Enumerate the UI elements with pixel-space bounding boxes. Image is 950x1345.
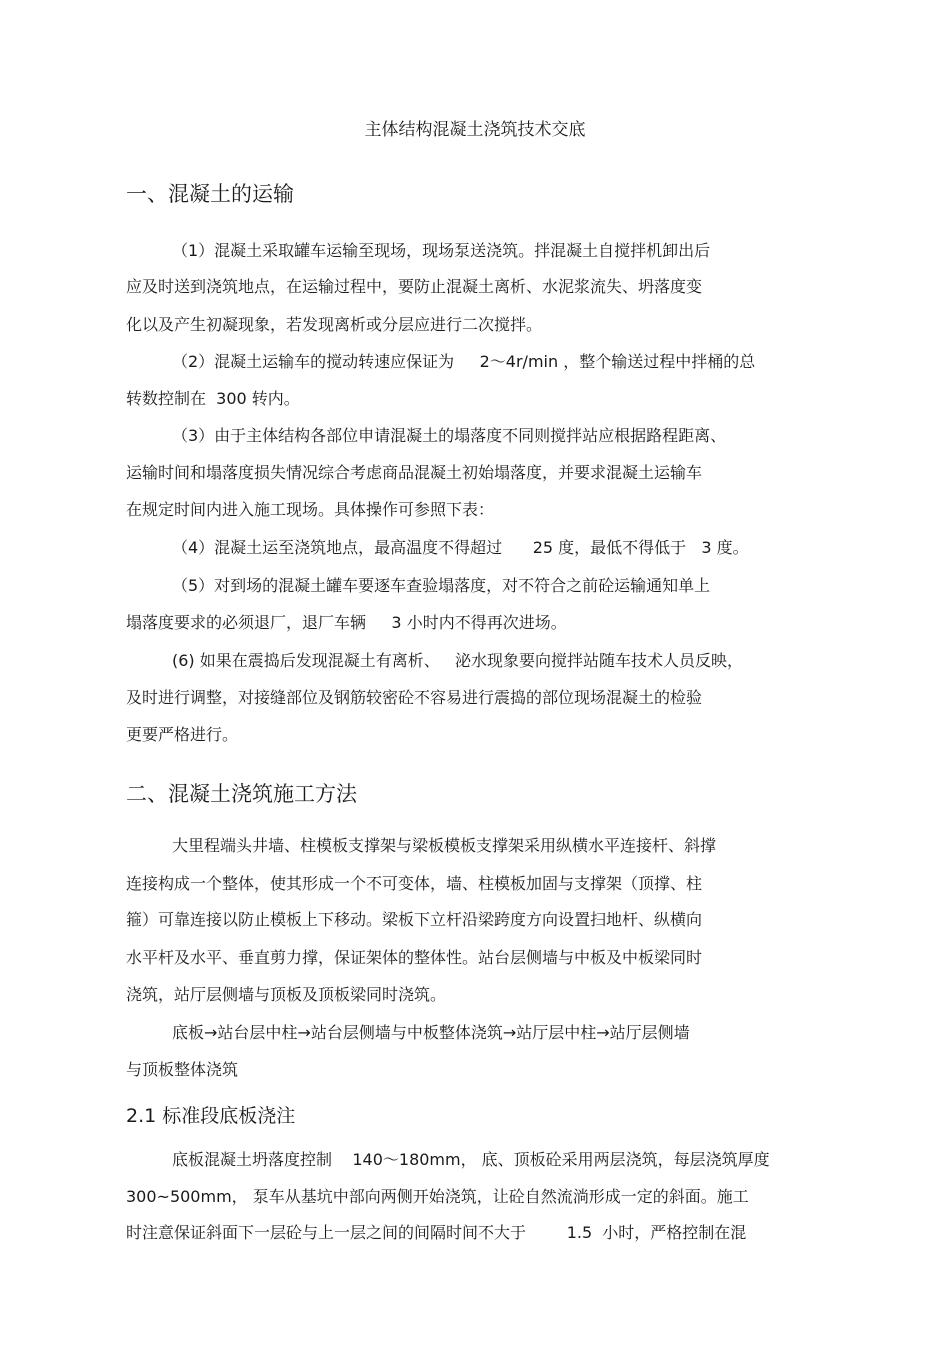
paragraph-line: 塌落度要求的必须退厂，退厂车辆 3 小时内不得再次进场。 bbox=[126, 613, 567, 632]
paragraph-line: （4）混凝土运至浇筑地点，最高温度不得超过 25 度，最低不得低于 3 度。 bbox=[172, 538, 749, 557]
paragraph-line: （1）混凝土采取罐车运输至现场，现场泵送浇筑。拌混凝土自搅拌机卸出后 bbox=[172, 241, 711, 260]
paragraph-line: 时注意保证斜面下一层砼与上一层之间的间隔时间不大于 1.5 小时，严格控制在混 bbox=[126, 1223, 747, 1242]
paragraph-line: 更要严格进行。 bbox=[126, 725, 239, 744]
section-1-heading: 一、混凝土的运输 bbox=[126, 182, 294, 206]
paragraph-line: （3）由于主体结构各部位申请混凝土的塌落度不同则搅拌站应根据路程距离、 bbox=[172, 426, 727, 445]
paragraph-line: 转数控制在 300 转内。 bbox=[126, 389, 300, 408]
paragraph-line: 大里程端头井墙、柱模板支撑架与梁板模板支撑架采用纵横水平连接杆、斜撑 bbox=[172, 836, 717, 855]
paragraph-line: 连接构成一个整体，使其形成一个不可变体，墙、柱模板加固与支撑架（顶撑、柱 bbox=[126, 874, 703, 893]
section-2-1-heading: 2.1 标准段底板浇注 bbox=[126, 1105, 296, 1127]
section-2-heading: 二、混凝土浇筑施工方法 bbox=[126, 782, 357, 806]
paragraph-line: （2）混凝土运输车的搅动转速应保证为 2～4r/min ，整个输送过程中拌桶的总 bbox=[172, 352, 756, 371]
paragraph-line: 应及时送到浇筑地点，在运输过程中，要防止混凝土离析、水泥浆流失、坍落度变 bbox=[126, 277, 703, 296]
paragraph-line: 300~500mm， 泵车从基坑中部向两侧开始浇筑，让砼自然流淌形成一定的斜面。施工 bbox=[126, 1187, 749, 1206]
paragraph-line: (6) 如果在震捣后发现混凝土有离析、 泌水现象要向搅拌站随车技术人员反映， bbox=[172, 651, 744, 670]
paragraph-line: （5）对到场的混凝土罐车要逐车查验塌落度，对不符合之前砼运输通知单上 bbox=[172, 576, 711, 595]
paragraph-line: 浇筑，站厅层侧墙与顶板及顶板梁同时浇筑。 bbox=[126, 985, 447, 1004]
paragraph-line: 及时进行调整，对接缝部位及钢筋较密砼不容易进行震捣的部位现场混凝土的检验 bbox=[126, 688, 703, 707]
paragraph-line: 与顶板整体浇筑 bbox=[126, 1060, 239, 1079]
document-title: 主体结构混凝土浇筑技术交底 bbox=[364, 120, 586, 140]
paragraph-line: 水平杆及水平、垂直剪力撑，保证架体的整体性。站台层侧墙与中板及中板梁同时 bbox=[126, 948, 703, 967]
paragraph-line: 化以及产生初凝现象，若发现离析或分层应进行二次搅拌。 bbox=[126, 315, 543, 334]
paragraph-line: 箍）可靠连接以防止模板上下移动。梁板下立杆沿梁跨度方向设置扫地杆、纵横向 bbox=[126, 910, 703, 929]
paragraph-line: 运输时间和塌落度损失情况综合考虑商品混凝土初始塌落度，并要求混凝土运输车 bbox=[126, 463, 703, 482]
paragraph-line: 在规定时间内进入施工现场。具体操作可参照下表： bbox=[126, 500, 495, 519]
paragraph-line: 底板→站台层中柱→站台层侧墙与中板整体浇筑→站厅层中柱→站厅层侧墙 bbox=[172, 1023, 690, 1042]
paragraph-line: 底板混凝土坍落度控制 140～180mm， 底、顶板砼采用两层浇筑，每层浇筑厚度 bbox=[172, 1150, 770, 1169]
